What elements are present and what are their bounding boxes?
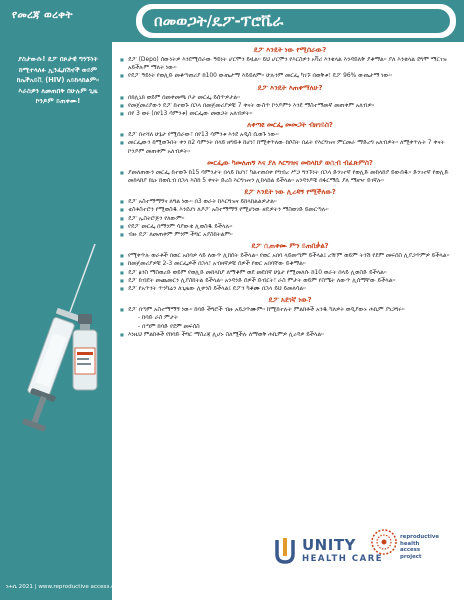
section-missed-shot bbox=[120, 159, 460, 185]
section-title: ለቀጣዩ መርፌ መመጋት ብዘገይስ? bbox=[247, 121, 333, 130]
vial-illustration bbox=[70, 314, 100, 392]
sub-bullet-item: - በጣም ከባድ የደም መፍሰስ bbox=[138, 323, 200, 330]
sidebar-reminder-text: ያስታውሱ! ዴፖ በጾታዊ ግንኙነት ከሚተላለፉ ኢንፌክሽኖች ወይም ከኤችአይቪ (HIV) አይከላከልም። እራስዎን ለመጠበቅ በሁሉም ጊዜ ኮንዶም ይጠቀሙ! bbox=[16, 55, 100, 106]
main-content bbox=[120, 46, 460, 342]
sub-bullet-item: - ከባድ ራስ ምታት bbox=[138, 315, 179, 322]
bullet-item: ■ ዴፖ (Depo) ሰውነትዎ እንደሚሰራው ዓይነት ሆርሞን ይዟል። ይህ ሆርሞን የእርስዎን ኦቫሪ እንቁላል እንዳይለቅ ያቆማል። ያለ እንቁላል ደግሞ ማርገዝ አይችሉም ማለት ነው። bbox=[120, 56, 460, 72]
section-how-it-works bbox=[120, 46, 460, 81]
unity-health-care-logo-icon bbox=[274, 536, 298, 566]
section-title: መርፌው ካመለጠኝ እና ያለ እርግዝና መከላከያ ወሲብ ብፈጽምስ? bbox=[207, 158, 373, 167]
section-late-shot bbox=[120, 121, 460, 156]
bullet-item: ■ ዴፖ ኢስትሮጅን የለውም። bbox=[120, 215, 460, 223]
bullet-item: ■ ከመጀመሪያዎቹ 2-3 መርፌዎች በኋላ፣ አብዛኛዎቹ ሰዎች የወር አበባቸው ይቆማል። bbox=[120, 260, 460, 268]
page-title: በመወጋት/ዴፖ-ፕሮቬራ bbox=[154, 12, 284, 30]
partner-logos bbox=[270, 526, 460, 578]
bullet-item: ■ እነዚህ ምልክቶች የከባድ ችግር ማስረጃ ሊሆኑ ስለሚችሉ ለማወቅ ሐኪምዎ ሊረዳዎ ይችላል። bbox=[120, 331, 460, 339]
section-how-to-use bbox=[120, 84, 460, 119]
section-title: ዴፖ ሲጠቀሙ ምን ይጠበቃል? bbox=[251, 242, 329, 251]
header-bar bbox=[0, 0, 464, 42]
section-title: ዴፖ እንዴት እጠቀማለሁ? bbox=[257, 83, 323, 92]
bullet-item: ■ የዴፖ ዓይነት የወሊድ መቆጣጠሪያ ከ100 ውጤታማ እይይለም። ሁሉንም መርፌ ካገኙ በወቅቱ፣ ዴፖ 96% ውጤታማ ነው። bbox=[120, 72, 460, 80]
section-title: ዴፖ እንዴት ነው ሊረዳኝ የሚችለው? bbox=[244, 188, 336, 197]
section-what-to-expect bbox=[120, 242, 460, 293]
vial-icon bbox=[70, 314, 100, 392]
bullet-item: ■ ዴፖ የአጥንት ጥንካሬን ለጊዜው ሊቀንስ ይችላል፤ ዴፖን ካቆሙ በኋላ ይህ ይመለሳል። bbox=[120, 285, 460, 293]
bullet-item: ■ ቴስቶስተሮን የሚወስዱ እንደሆነ ለዶፖ አስተማማኝ የሚሆነው ዘዴዎትን ማስወገድ ይመርጣሉ። bbox=[120, 206, 460, 214]
bullet-item: ■ ያመለጠውን መርፌ ከተወጉ ከ15 ሳምንታት በላይ ከሆነ፣ ካልተጠበቀ የግብረ ሥጋ ግንኙነት በኋላ ድንገተኛ የወሊድ መከላከያ ይውሰዱ። ድንገተኛ የወሊድ መከላከያ ክኒኑ ከወሲብ በኋላ እስከ 5 ቀናት ድረስ እርግዝናን ሊከላከል ይችላል። አንዳንዶቹ በፋርማሲ ያለ ማዘዣ ይገኛሉ። bbox=[120, 169, 460, 185]
sidebar-panel bbox=[0, 42, 112, 578]
rhap-logo-text: reproductive health access project bbox=[400, 534, 440, 560]
bullet-item: ■ ዴፖ በጣም አስተማማኝ ነው። ከባድ ችግሮች ብዙ አይጋጥሙም። ከሚከተሉት ምልክቶች አንዱ ካለዎት ወዲያውኑ ሐኪም ያነጋግሩ። bbox=[120, 306, 460, 314]
section-title: ዴፖ አደገኛ ነው? bbox=[268, 296, 312, 305]
unity-logo-subtitle: HEALTH CARE bbox=[302, 554, 384, 564]
section-title: ዴፖ እንዴት ነው የሚሰራው? bbox=[253, 46, 327, 54]
header-title-pill bbox=[136, 4, 456, 38]
bullet-item: ■ ዴፖ ፅንስ ማስወረድ ወይም የወሊድ መከላከያ ለማቆም ወደ መደበኛ ሁኔታ የሚመለሱ ከ10 ወራት በላይ ሊወስድ ይችላል። bbox=[120, 269, 460, 277]
bullet-item: ■ መርፌውን ከሚወጉበት ቀን ከ2 ሳምንት በላይ ዘግይቶ ከሆነ፣ ከሚቀጥለው ከሶስት በፊት የእርግዝና ምርመራ ማድረግ አለብዎት። ለሚቀጥሉት 7 ቀናት ኮንዶም መጠቀም አለብዎት። bbox=[120, 139, 460, 155]
bullet-item: ■ በየ 3 ወሩ (በየ13 ሳምንቱ) መርፌው መወጋት አለብዎት። bbox=[120, 110, 460, 118]
section-benefits bbox=[120, 188, 460, 239]
bullet-item: ■ የሚቀጥሉ ወራቶች በወር አበባዎ ላይ ለውጥ ሊከሰት ይችላል። የወር አበባ ላይመጣም ይችላል፤ ረዥም ወይም ትንሽ የደም መፍሰስ ሊያጋጥምዎ ይችላል። bbox=[120, 252, 460, 260]
bullet-item: ■ ዴፖ በተሻለ ሁኔታ የሚሰራው፣ በየ13 ሳምንቱ እንደ አዲስ ሲወጉ ነው። bbox=[120, 131, 460, 139]
section-is-it-dangerous bbox=[120, 296, 460, 339]
bullet-item: ■ ብዙ ዴፖ ለመጠቀም ምንም ችግር አያስከትልም። bbox=[120, 231, 460, 239]
bullet-item: ■ ዴፖ አስተማማኝና ለግል ነው። በ3 ወራት ከእርግዝና ይከላከልልዎታል። bbox=[120, 198, 460, 206]
bullet-item: ■ በክሊኒክ ወይም በመቀመጫ ቦታ መርፌ ይሰጥዎታል። bbox=[120, 94, 460, 102]
bullet-item: ■ የመጀመሪያውን ዴፖ ከተወጉ በኋላ በመጀመሪያዎቹ 7 ቀናት ውስጥ ኮንዶምን እንደ ማስተማመኛ መጠቀም አለብዎ። bbox=[120, 102, 460, 110]
unity-logo-name: UNITY bbox=[302, 536, 356, 554]
bullet-item: ■ የዴፖ መርፌ በማንም ሳያውቁ ሊወስዱ ይችላሉ። bbox=[120, 223, 460, 231]
footer-text: ነሐሴ 2021 | www.reproductive access.org bbox=[6, 584, 121, 590]
header-left-title: የመረጃ ወረቀት bbox=[12, 9, 73, 21]
rhap-logo-icon bbox=[370, 528, 398, 556]
bullet-item: ■ ዴፖ ክብደት መጨመርን ሊያስከትል ይችላል። አንዳንድ ሰዎች ድብርት፣ ራስ ምታት ወይም የስሜት ለውጥ ሊሰማቸው ይችላል። bbox=[120, 277, 460, 285]
